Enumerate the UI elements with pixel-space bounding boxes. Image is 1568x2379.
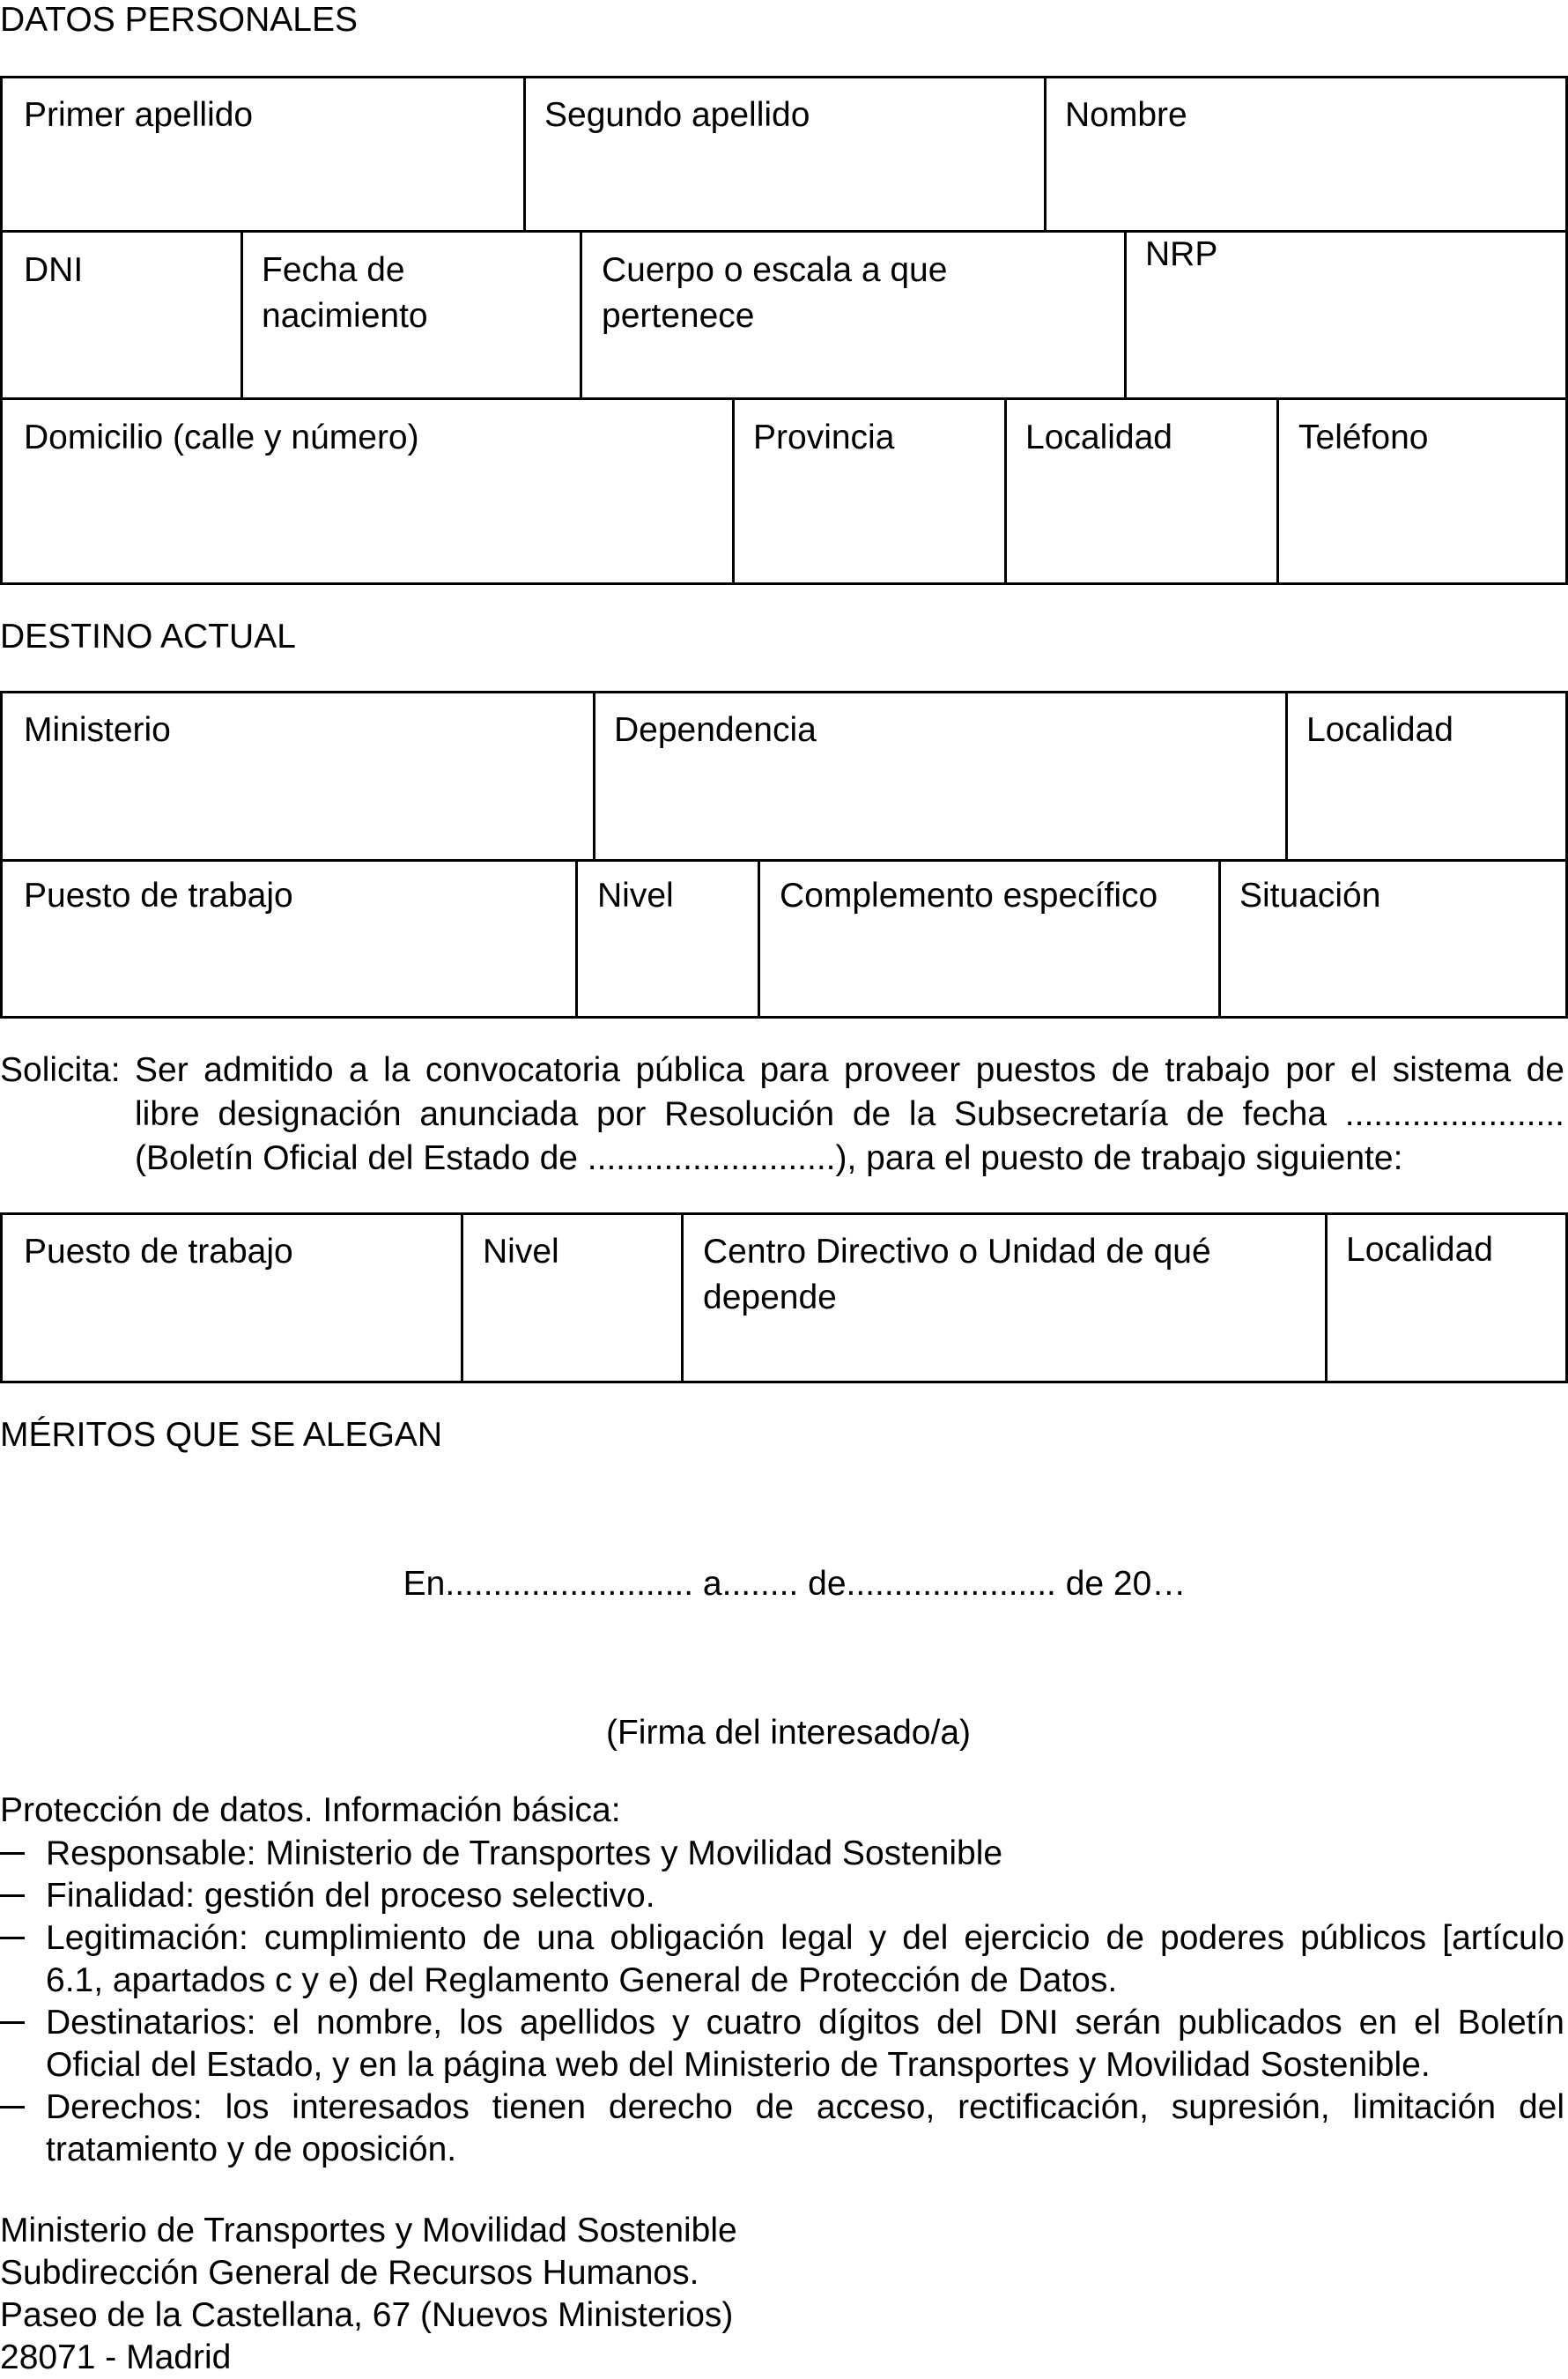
row-divider: [3, 230, 1565, 233]
solicita-line2: libre designación anunciada por Resolución de la Subsecretaría de fecha .......................: [135, 1095, 1564, 1133]
list-item-text: Finalidad: gestión del proceso selectivo.: [46, 1877, 655, 1915]
field-centro-line1: Centro Directivo o Unidad de qué: [703, 1233, 1211, 1271]
column-divider: [575, 859, 578, 1016]
dash-bullet-icon: [0, 1852, 25, 1855]
field-localidad: Localidad: [1346, 1231, 1493, 1269]
column-divider: [1276, 397, 1279, 582]
direccion-line2: Subdirección General de Recursos Humanos.: [0, 2254, 699, 2292]
field-cuerpo-escala: [602, 248, 947, 339]
column-divider: [240, 230, 243, 400]
list-item-text: Destinatarios: el nombre, los apellidos y cuatro dígitos del DNI serán publicados en el Boletín: [46, 2004, 1564, 2042]
field-domicilio: Domicilio (calle y número): [24, 419, 419, 456]
section-title-meritos: MÉRITOS QUE SE ALEGAN: [0, 1416, 443, 1454]
field-nivel: Nivel: [483, 1233, 559, 1271]
column-divider: [1124, 230, 1127, 400]
field-fecha-line2: nacimiento: [262, 297, 428, 335]
field-dependencia: Dependencia: [614, 711, 817, 749]
field-nombre: Nombre: [1065, 96, 1187, 134]
list-item: [0, 1833, 1564, 1875]
dash-bullet-icon: [0, 2021, 25, 2024]
list-item-text: 6.1, apartados c y e) del Reglamento General de Protección de Datos.: [46, 1961, 1118, 1999]
direccion-line4: 28071 - Madrid: [0, 2338, 232, 2376]
field-fecha-nacimiento: [262, 248, 428, 339]
solicita-text: [135, 1049, 1564, 1181]
solicita-line3: (Boletín Oficial del Estado de ..........................), para el puesto de trabajo siguiente:: [135, 1139, 1403, 1177]
dash-bullet-icon: [0, 2106, 25, 2108]
column-divider: [732, 397, 735, 582]
list-item-text: Responsable: Ministerio de Transportes y Movilidad Sostenible: [46, 1834, 1003, 1872]
solicita-label: Solicita:: [0, 1051, 121, 1089]
field-centro-line2: depende: [703, 1278, 837, 1316]
list-item-text: tratamiento y de oposición.: [46, 2131, 457, 2168]
list-item: [0, 1875, 1564, 1917]
destino-table: [0, 691, 1568, 1019]
firma-interesado: (Firma del interesado/a): [606, 1714, 971, 1752]
column-divider: [1325, 1215, 1328, 1381]
column-divider: [1285, 693, 1288, 862]
field-localidad: Localidad: [1306, 711, 1453, 749]
field-telefono: Teléfono: [1298, 419, 1429, 456]
proteccion-title: Protección de datos. Información básica:: [0, 1791, 621, 1829]
solicita-line1: Ser admitido a la convocatoria pública para proveer puestos de trabajo por el sistema de: [135, 1051, 1564, 1089]
field-complemento: Complemento específico: [780, 877, 1158, 915]
column-divider: [1004, 397, 1007, 582]
direccion-line3: Paseo de la Castellana, 67 (Nuevos Ministerios): [0, 2296, 734, 2334]
column-divider: [523, 78, 526, 233]
field-centro-directivo: [703, 1229, 1211, 1321]
field-segundo-apellido: Segundo apellido: [544, 96, 810, 134]
field-nivel: Nivel: [597, 877, 674, 915]
field-localidad: Localidad: [1025, 419, 1172, 456]
list-item-text: Oficial del Estado, y en la página web del Ministerio de Transportes y Movilidad Sostenible.: [46, 2046, 1431, 2084]
field-puesto-trabajo: Puesto de trabajo: [24, 1233, 293, 1271]
dash-bullet-icon: [0, 1894, 25, 1897]
direccion-line1: Ministerio de Transportes y Movilidad Sostenible: [0, 2212, 737, 2249]
list-item: [0, 2002, 1564, 2086]
column-divider: [461, 1215, 463, 1381]
section-title-destino-actual: DESTINO ACTUAL: [0, 618, 296, 656]
column-divider: [593, 693, 595, 862]
list-item-text: Derechos: los interesados tienen derecho de acceso, rectificación, supresión, limitación del: [46, 2088, 1564, 2126]
section-title-datos-personales: DATOS PERSONALES: [0, 1, 359, 39]
personal-data-table: [0, 76, 1568, 585]
column-divider: [681, 1215, 684, 1381]
field-fecha-line1: Fecha de: [262, 251, 405, 289]
column-divider: [1218, 859, 1221, 1016]
row-divider: [3, 397, 1565, 400]
puesto-solicitado-table: [0, 1212, 1568, 1383]
field-situacion: Situación: [1239, 877, 1381, 915]
field-cuerpo-line2: pertenece: [602, 297, 755, 335]
field-ministerio: Ministerio: [24, 711, 171, 749]
field-cuerpo-line1: Cuerpo o escala a que: [602, 251, 948, 289]
list-item-text: Legitimación: cumplimiento de una obligación legal y del ejercicio de poderes públicos [artículo: [46, 1919, 1564, 1957]
column-divider: [580, 230, 582, 400]
column-divider: [758, 859, 760, 1016]
field-primer-apellido: Primer apellido: [24, 96, 254, 134]
field-nrp: NRP: [1145, 235, 1218, 273]
list-item: [0, 1917, 1564, 2002]
field-dni: DNI: [24, 251, 84, 289]
field-provincia: Provincia: [753, 419, 895, 456]
dash-bullet-icon: [0, 1937, 25, 1939]
direccion-block: [0, 2210, 737, 2379]
fecha-lugar-line: En.......................... a........ de...................... de 20…: [403, 1565, 1187, 1603]
field-puesto-trabajo: Puesto de trabajo: [24, 877, 293, 915]
proteccion-list: [0, 1833, 1564, 2171]
row-divider: [3, 859, 1565, 862]
list-item: [0, 2086, 1564, 2171]
column-divider: [1044, 78, 1047, 233]
